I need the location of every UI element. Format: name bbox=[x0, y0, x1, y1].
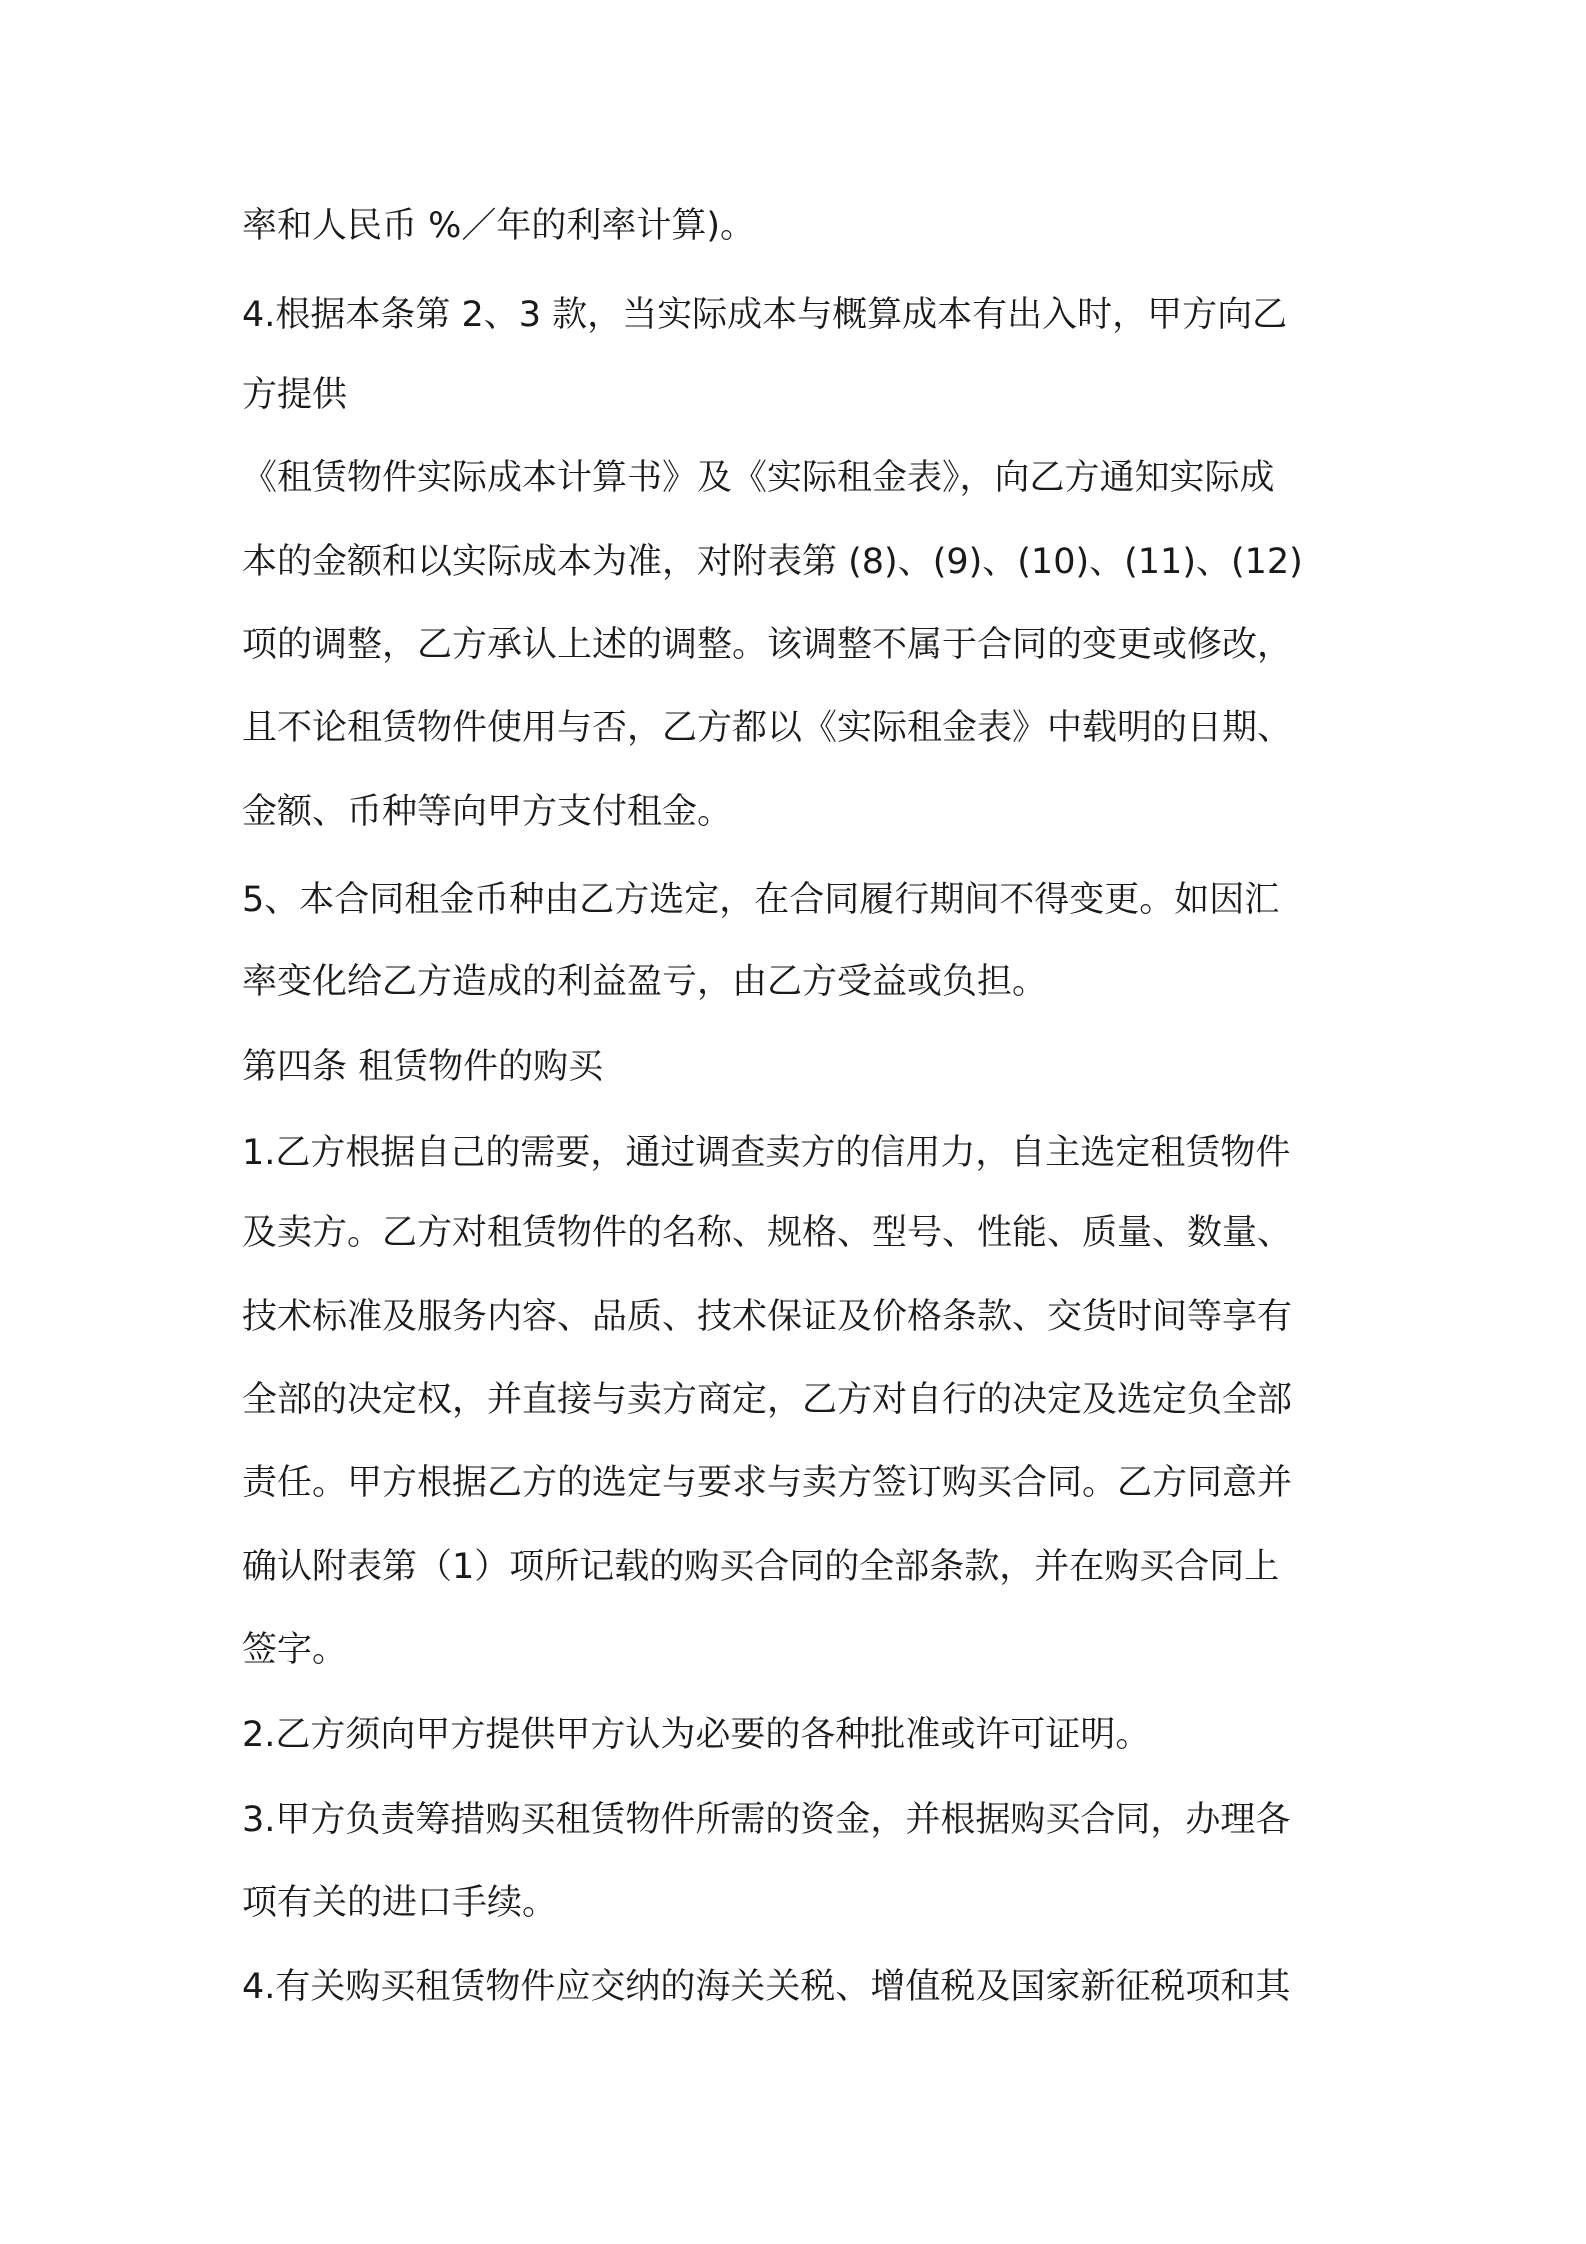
text-line: 责任。甲方根据乙方的选定与要求与卖方签订购买合同。乙方同意并 bbox=[242, 1463, 1293, 1503]
text-line: 全部的决定权，并直接与卖方商定，乙方对自行的决定及选定负全部 bbox=[242, 1380, 1293, 1420]
text-line: 确认附表第（1）项所记载的购买合同的全部条款，并在购买合同上 bbox=[242, 1547, 1280, 1587]
text-line: 本的金额和以实际成本为准，对附表第 (8)、(9)、(10)、(11)、(12) bbox=[242, 542, 1303, 582]
text-line: 技术标准及服务内容、品质、技术保证及价格条款、交货时间等享有 bbox=[242, 1297, 1293, 1337]
text-line: 1.乙方根据自己的需要，通过调查卖方的信用力，自主选定租赁物件 bbox=[242, 1133, 1291, 1173]
text-line: 金额、币种等向甲方支付租金。 bbox=[242, 792, 733, 832]
text-line: 5、本合同租金币种由乙方选定，在合同履行期间不得变更。如因汇 bbox=[242, 880, 1280, 920]
text-line: 率变化给乙方造成的利益盈亏，由乙方受益或负担。 bbox=[242, 962, 1048, 1002]
text-line: 方提供 bbox=[242, 375, 348, 415]
text-line: 签字。 bbox=[242, 1630, 348, 1670]
text-line: 4.有关购买租赁物件应交纳的海关关税、增值税及国家新征税项和其 bbox=[242, 1967, 1291, 2007]
text-line: 2.乙方须向甲方提供甲方认为必要的各种批准或许可证明。 bbox=[242, 1715, 1151, 1755]
text-line: 4.根据本条第 2、3 款，当实际成本与概算成本有出入时，甲方向乙 bbox=[242, 295, 1288, 335]
text-line: 《租赁物件实际成本计算书》及《实际租金表》，向乙方通知实际成 bbox=[242, 458, 1275, 498]
text-line: 率和人民币 %／年的利率计算)。 bbox=[242, 206, 756, 246]
section-heading: 第四条 租赁物件的购买 bbox=[242, 1047, 604, 1087]
text-line: 且不论租赁物件使用与否，乙方都以《实际租金表》中载明的日期、 bbox=[242, 708, 1293, 748]
text-line: 及卖方。乙方对租赁物件的名称、规格、型号、性能、质量、数量、 bbox=[242, 1213, 1293, 1253]
text-line: 项的调整，乙方承认上述的调整。该调整不属于合同的变更或修改， bbox=[242, 625, 1293, 665]
text-line: 项有关的进口手续。 bbox=[242, 1883, 558, 1923]
text-line: 3.甲方负责筹措购买租赁物件所需的资金，并根据购买合同，办理各 bbox=[242, 1800, 1291, 1840]
